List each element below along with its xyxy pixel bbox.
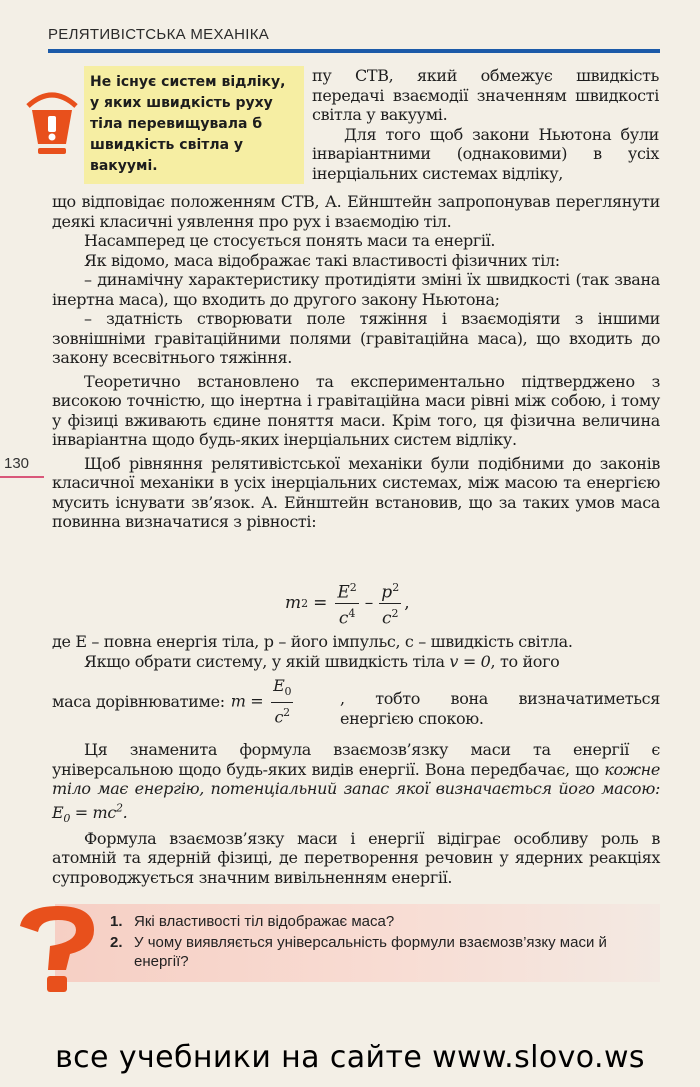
paragraph: Якщо обрати систему, у якій швидкість тіла v = 0, то його — [84, 651, 560, 671]
page-number-rule — [0, 476, 44, 478]
running-header: РЕЛЯТИВІСТСЬКА МЕХАНІКА — [48, 26, 270, 43]
formula-rest-energy: $E_0 = mc^2$. — [52, 801, 128, 826]
paragraph: Формула взаємозв’язку маси і енергії відіграє особливу роль в атомній та ядерній фізиці, де перетворення речовин у ядерних реакціях супроводжується значним вивільненням енергії. — [52, 828, 660, 887]
site-watermark: все учебники на сайте www.slovo.ws — [55, 1040, 645, 1075]
right-column-text — [312, 66, 659, 183]
main-text-block-2 — [52, 632, 660, 671]
paragraph: Теоретично встановлено та експериментально підтверджено з високою точністю, що інертна і гравітаційна маси рівні між собою, і тому у фізиці вживають єдине поняття маси. Крім того, ця фізична величина інваріантна щодо будь-яких інерціальних систем відліку. — [52, 371, 660, 449]
question-mark-icon — [10, 900, 105, 1000]
fraction: $\frac{p^2}{c^2}$ — [379, 578, 401, 628]
main-text-block-1 — [52, 192, 660, 532]
paragraph: де E – повна енергія тіла, p – його імпульс, c – швидкість світла. — [52, 632, 573, 651]
italic-statement: кожне тіло має енергію, потенціальний запас якої визначається його масою: — [52, 759, 660, 798]
header-rule — [48, 49, 660, 53]
formula-rest-mass: m = $\frac{E_0}{c^2}$ — [230, 676, 292, 727]
note-text: Не існує систем відліку, у яких швидкість руху тіла перевищувала б швидкість світла у вакуумі. — [90, 74, 286, 174]
formula-mass-energy-momentum: m 2 = $\frac{E^2}{c^4}$ – $\frac{p^2}{c^2}$ , — [285, 575, 435, 631]
rest-mass-line: маса дорівнюватиме: m = $\frac{E_0}{c^2}$ — [52, 676, 660, 728]
fraction: $\frac{E^2}{c^4}$ — [335, 578, 358, 628]
paragraph: Для того щоб закони Ньютона були інваріантними (однаковими) в усіх інерціальних системах відліку, — [312, 124, 659, 183]
paragraph: Щоб рівняння релятивістської механіки були подібними до законів класичної механіки в усіх інерціальних системах, між масою та енергією мусить існувати зв’язок. А. Ейнштейн встановив, що за таких умов маса повинна визначатися з рівності: — [52, 453, 660, 531]
main-text-block-3 — [52, 740, 660, 887]
question-item: 2. У чому виявляється універсальність формули взаємозв’язку маси й енергії? — [110, 934, 607, 970]
paragraph: Насамперед це стосується понять маси та енергії. — [84, 231, 496, 250]
page-number: 130 — [4, 455, 30, 472]
paragraph: пу СТВ, який обмежує швидкість передачі взаємодії значенням швидкості світла у вакуумі. — [312, 66, 659, 124]
questions-list — [110, 912, 650, 973]
paragraph: – динамічну характеристику протидіяти зміні їх швидкості (так звана інертна маса), що входить до другого закону Ньютона; — [52, 270, 660, 309]
paragraph: Як відомо, маса відображає такі властивості фізичних тіл: — [84, 250, 560, 270]
question-item: 1. Які властивості тіл відображає маса? — [110, 913, 395, 930]
rest-mass-tail: , тобто вона визначатиметься енергією спокою. — [340, 689, 660, 728]
exclamation-cup-icon — [22, 82, 82, 164]
paragraph: Ця знаменита формула взаємозв’язку маси та енергії є універсальною щодо будь-яких видів енергії. Вона передбачає, що кожне тіло має енергію, потенціальний запас якої визначається його масою: $E_0 = mc^2$. — [52, 740, 660, 826]
paragraph: – здатність створювати поле тяжіння і взаємодіяти з іншими зовнішніми гравітаційними полями (гравітаційна маса), що входить до закону всесвітнього тяжіння. — [52, 309, 660, 367]
paragraph: що відповідає положенням СТВ, А. Ейнштейн запропонував переглянути деякі класичні уявлення про рух і взаємодію тіл. — [52, 192, 660, 231]
